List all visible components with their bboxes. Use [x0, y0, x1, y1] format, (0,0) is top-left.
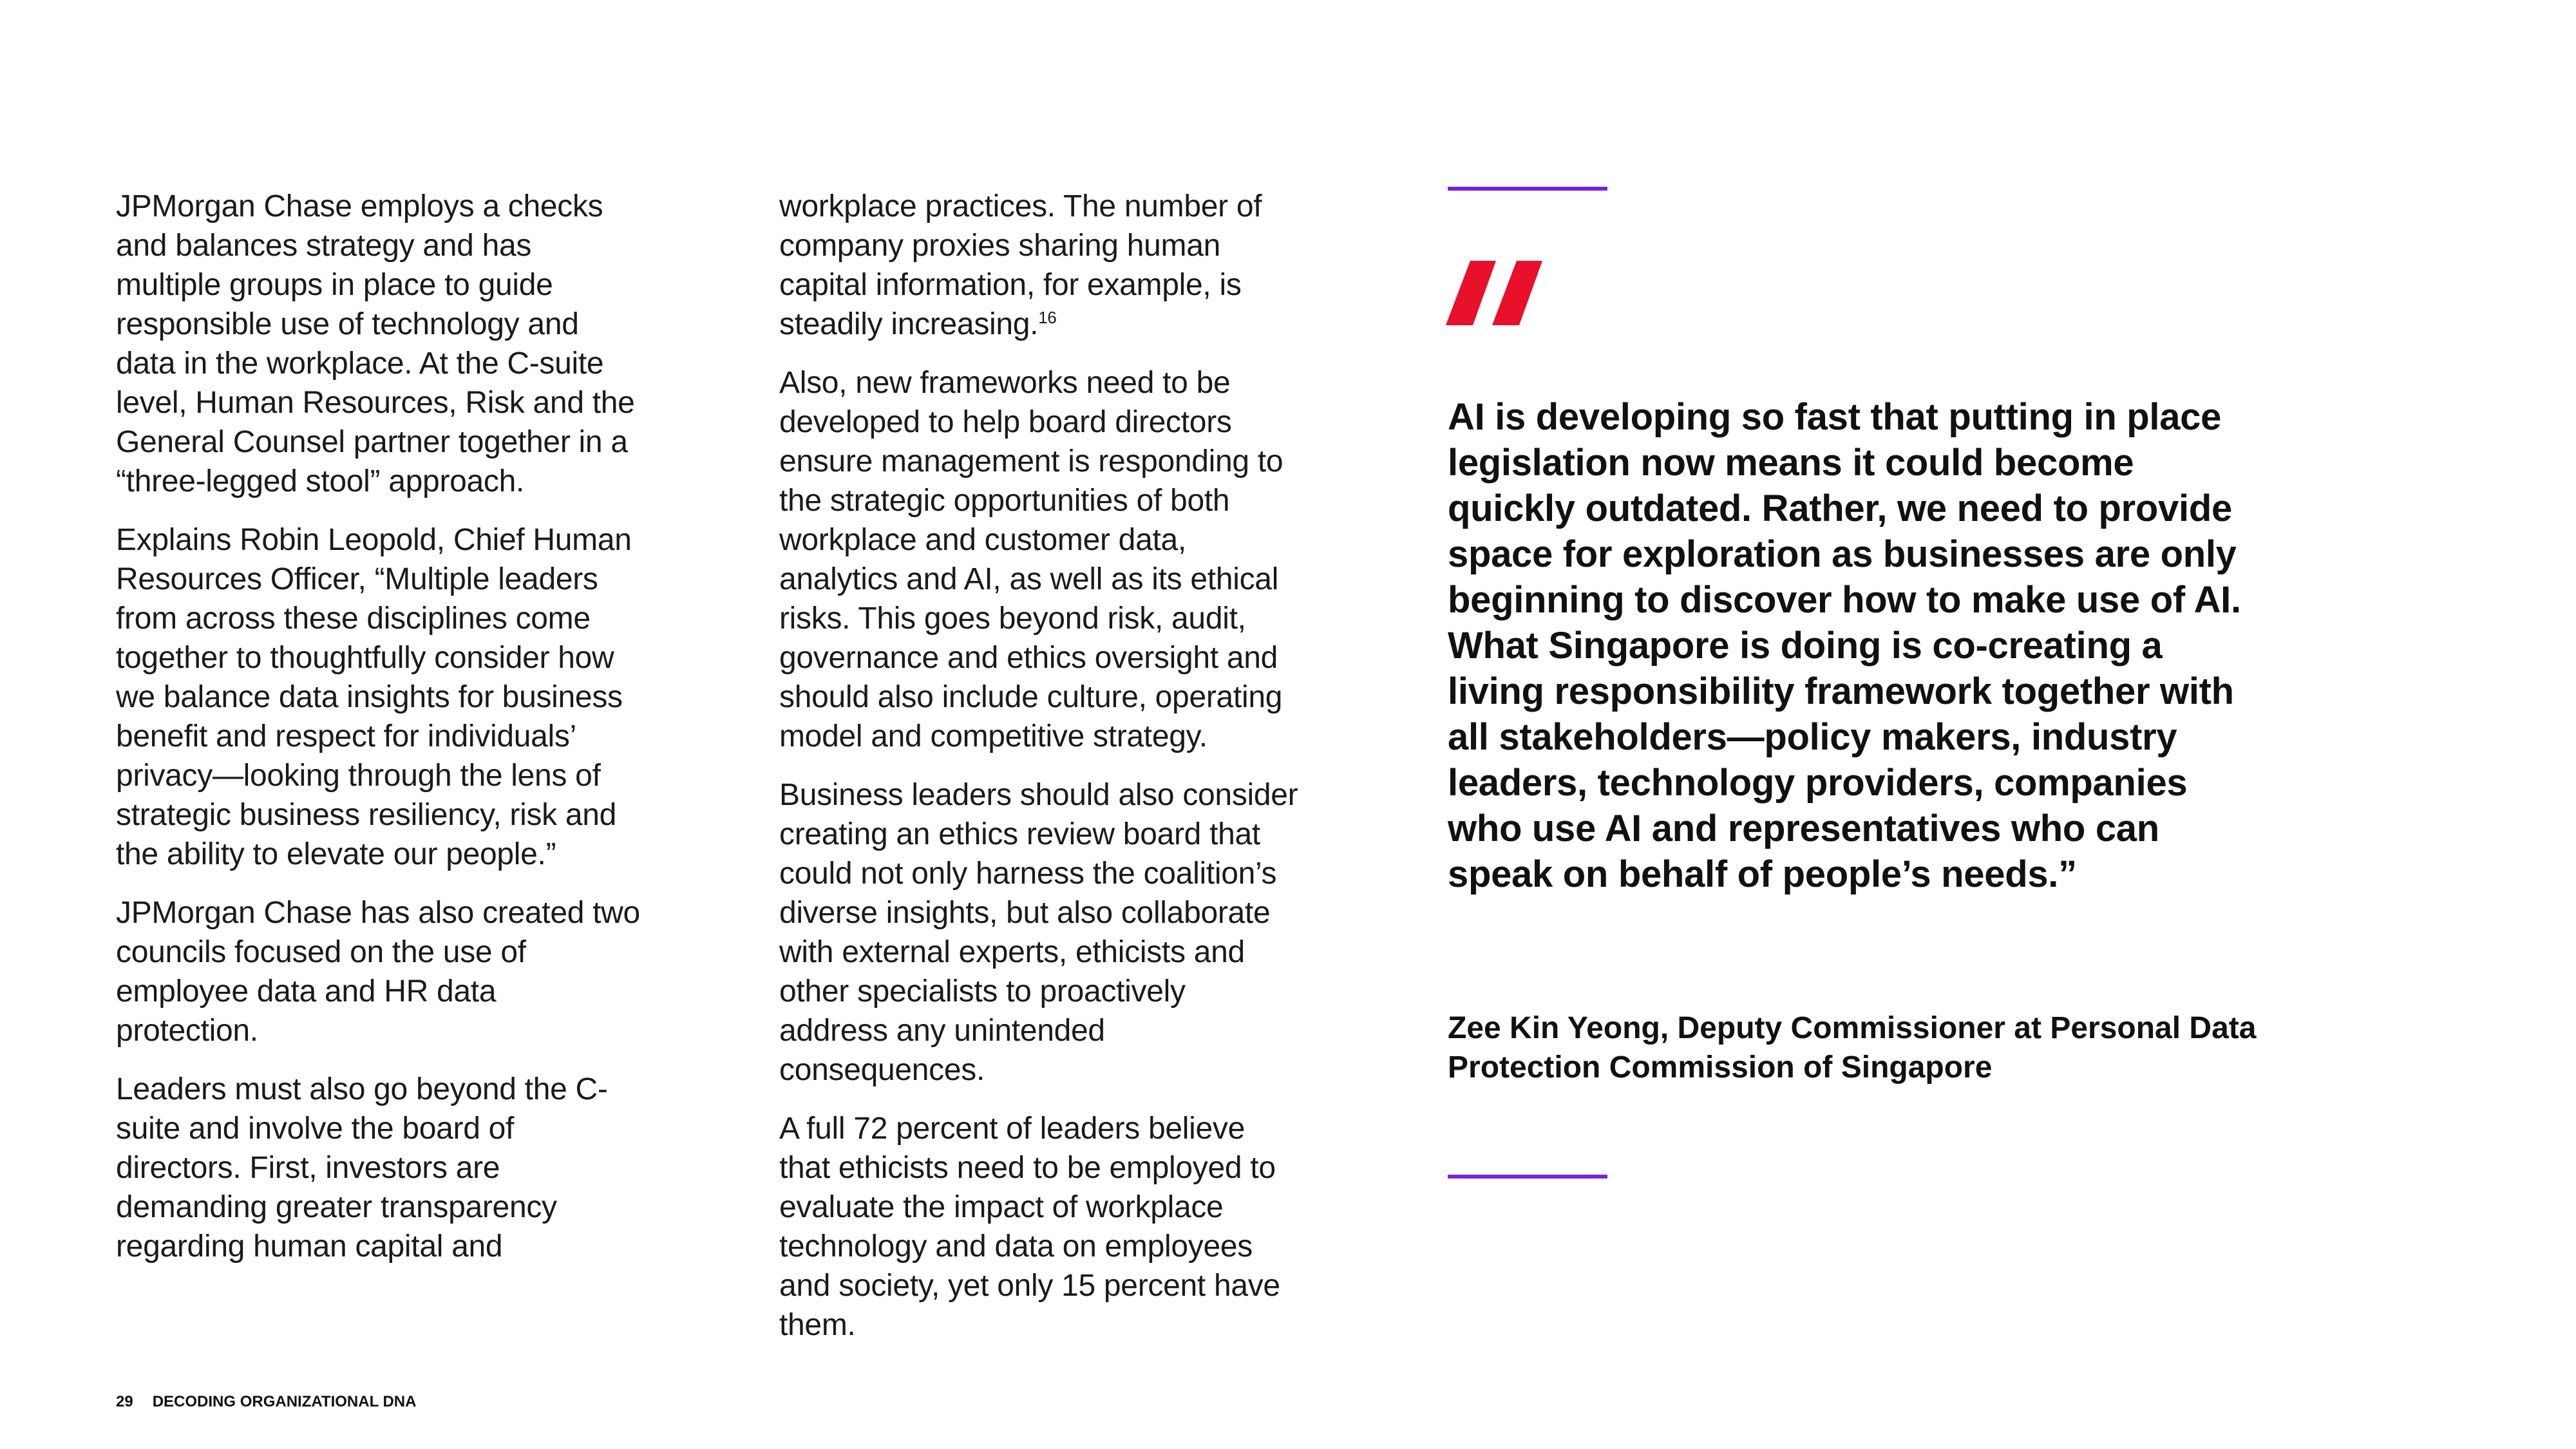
paragraph: Leaders must also go beyond the C-suite and involve the board of directors. First, investors are demanding greater transparency regarding human capital and	[116, 1072, 608, 1264]
quote-divider-bottom	[1448, 1175, 1607, 1179]
paragraph-text: workplace practices. The number of company proxies sharing human capital information, for example, is steadily increasing.	[779, 189, 1262, 341]
quote-divider-top	[1448, 187, 1607, 191]
paragraph: Explains Robin Leopold, Chief Human Resources Officer, “Multiple leaders from across these disciplines come together to thoughtfully consider how we balance data insights for business benefit and respect for individuals’ privacy—looking through the lens of strategic business resiliency, risk and the ability to elevate our people.”	[116, 523, 632, 871]
document-title: DECODING ORGANIZATIONAL DNA	[152, 1393, 417, 1410]
paragraph: JPMorgan Chase employs a checks and balances strategy and has multiple groups in place to guide responsible use of technology and data in the workplace. At the C-suite level, Human Resources, Risk and the General Counsel partner together in a “three-legged stool” approach.	[116, 189, 635, 498]
paragraph	[779, 187, 1301, 344]
page-number: 29	[116, 1393, 133, 1410]
quote-attribution: Zee Kin Yeong, Deputy Commissioner at Personal Data Protection Commission of Singapore	[1448, 1011, 2257, 1084]
paragraph: JPMorgan Chase has also created two councils focused on the use of employee data and HR data protection.	[116, 896, 640, 1048]
paragraph: Business leaders should also consider creating an ethics review board that could not only harness the coalition’s diverse insights, but also collaborate with external experts, ethicists and other specialists to proactively address any unintended consequences.	[779, 778, 1298, 1087]
paragraph: Also, new frameworks need to be developed to help board directors ensure management is responding to the strategic opportunities of both workplace and customer data, analytics and AI, as well as its ethical risks. This goes beyond risk, audit, governance and ethics oversight and should also include culture, operating model and competitive strategy.	[779, 366, 1283, 753]
body-column-left	[116, 187, 644, 1285]
open-quote-icon	[1446, 261, 1549, 325]
page-footer	[116, 1393, 416, 1411]
paragraph: A full 72 percent of leaders believe that ethicists need to be employed to evaluate the impact of workplace technology and data on employees and society, yet only 15 percent have them.	[779, 1112, 1280, 1342]
pull-quote-text: AI is developing so fast that putting in place legislation now means it could become quickly outdated. Rather, we need to provide space for exploration as businesses are only beginning to discover how to make use of AI. What Singapore is doing is co-creating a living responsibility framework together with all stakeholders—policy makers, industry leaders, technology providers, companies who use AI and representatives who can speak on behalf of people’s needs.”	[1448, 396, 2241, 895]
footnote-marker: 16	[1038, 308, 1057, 327]
body-column-middle	[779, 187, 1301, 1364]
